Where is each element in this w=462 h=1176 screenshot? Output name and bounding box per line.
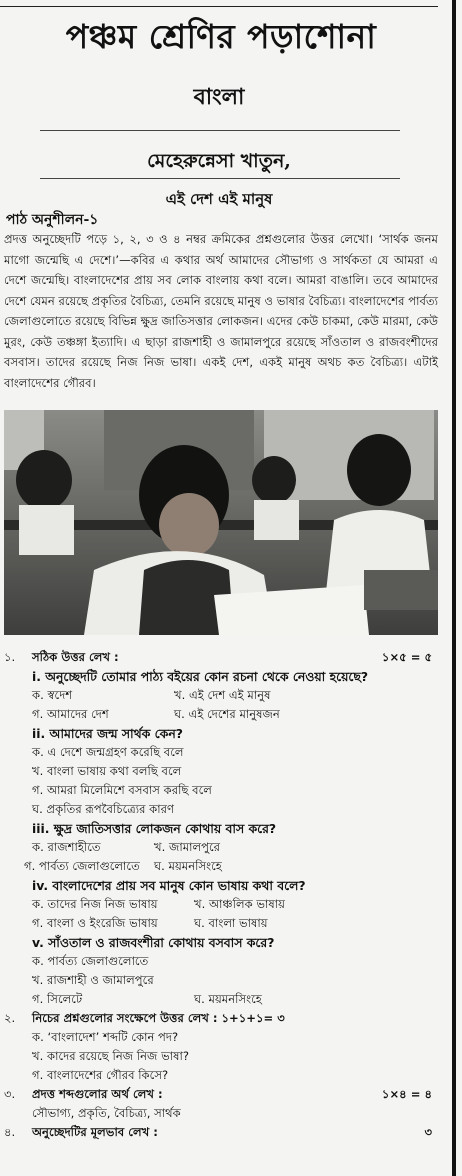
option: ঘ. বাংলা ভাষায়	[194, 916, 268, 930]
classroom-photo	[4, 410, 438, 635]
option: খ. বাংলা ভাষায় কথা বলছি বলে	[32, 764, 182, 778]
question-number: ২.	[4, 1011, 16, 1025]
option: ক. স্বদেশ	[32, 688, 73, 702]
question-heading: অনুচ্ছেদটির মূলভাব লেখ :	[32, 1125, 158, 1139]
option: ঘ. ময়মনসিংহে	[154, 859, 222, 873]
masthead: পঞ্চম শ্রেণির পড়াশোনা	[65, 17, 377, 56]
sub-question: iii. ক্ষুদ্র জাতিসত্তার লোকজন কোথায় বাস করে?	[32, 821, 277, 836]
option: ঘ. ময়মনসিংহে	[194, 992, 262, 1006]
author-name: মেহেরুন্নেসা খাতুন,	[147, 150, 291, 172]
option: ঘ. প্রকৃতির রূপবৈচিত্র্যের কারণ	[32, 802, 175, 816]
option: খ. জামালপুরে	[154, 840, 221, 854]
question-heading: সঠিক উত্তর লেখ :	[32, 650, 119, 664]
option: ঘ. এই দেশের মানুষজন	[174, 707, 280, 721]
top-rule	[0, 6, 438, 7]
subject-title: বাংলা	[193, 84, 245, 110]
question-number: ১.	[4, 650, 16, 664]
short-question: খ. কাদের রয়েছে নিজ নিজ ভাষা?	[32, 1049, 190, 1063]
option: ক. রাজশাহীতে	[32, 840, 101, 854]
word-list: সৌভাগ্য, প্রকৃতি, বৈচিত্র্য, সার্থক	[32, 1106, 181, 1120]
lesson-title: এই দেশ এই মানুষ	[165, 190, 273, 208]
question-number: ৩.	[4, 1087, 16, 1101]
practice-heading: পাঠ অনুশীলন-১	[6, 212, 99, 228]
option: গ. পার্বত্য জেলাগুলোতে	[24, 859, 140, 873]
option: খ. রাজশাহী ও জামালপুরে	[32, 973, 154, 987]
option: গ. আমাদের দেশ	[32, 707, 109, 721]
marks-label: ৩	[424, 1125, 432, 1139]
marks-label: ১×৫ = ৫	[381, 650, 432, 664]
sub-question: v. সাঁওতাল ও রাজবংশীরা কোথায় বসবাস করে?	[32, 935, 275, 950]
option: ক. পার্বত্য জেলাগুলোতে	[32, 954, 149, 968]
sub-question: i. অনুচ্ছেদটি তোমার পাঠ্য বইয়ের কোন রচনা থেকে নেওয়া হয়েছে?	[32, 669, 369, 684]
option: ক. তাদের নিজ নিজ ভাষায়	[32, 897, 158, 911]
question-number: ৪.	[4, 1125, 16, 1139]
column-rule	[452, 0, 456, 1176]
questions-section	[4, 648, 444, 1142]
option: গ. সিলেটে	[32, 992, 83, 1006]
option: খ. আঞ্চলিক ভাষায়	[194, 897, 285, 911]
short-question: গ. বাংলাদেশের গৌরব কিসে?	[32, 1068, 169, 1082]
option: ক. এ দেশে জন্মগ্রহণ করেছি বলে	[32, 745, 184, 759]
divider	[40, 130, 400, 131]
option: গ. বাংলা ও ইংরেজি ভাষায়	[32, 916, 158, 930]
question-heading: নিচের প্রশ্নগুলোর সংক্ষেপে উত্তর লেখ : ১+১+১= ৩	[32, 1011, 285, 1025]
divider	[40, 178, 400, 179]
question-heading: প্রদত্ত শব্দগুলোর অর্থ লেখ :	[32, 1087, 163, 1101]
option: খ. এই দেশ এই মানুষ	[174, 688, 271, 702]
option: গ. আমরা মিলেমিশে বসবাস করছি বলে	[32, 783, 212, 797]
marks-label: ১×৪ = ৪	[381, 1087, 432, 1101]
passage-text: প্রদত্ত অনুচ্ছেদটি পড়ে ১, ২, ৩ ও ৪ নম্বর ক্রমিকের প্রশ্নগুলোর উত্তর লেখো। ‘সার্থক জনম মাগো জন্মেছি এ দেশে।’—কবির এ কথার অর্থ আমাদের সৌভাগ্য ও সার্থকতা যে আমরা এ দেশে জন্মেছি। বাংলাদেশের প্রায় সব লোক বাংলায় কথা বলে। আমরা বাঙালি। তবে আমাদের দেশে যেমন রয়েছে প্রকৃতির বৈচিত্র্য, তেমনি রয়েছে মানুষ ও ভাষার বৈচিত্র্য। বাংলাদেশের পার্বত্য জেলাগুলোতে রয়েছে বিভিন্ন ক্ষুদ্র জাতিসত্তার লোকজন। এদের কেউ চাকমা, কেউ মারমা, কেউ মুরং, কেউ তঞ্চঙ্গা ইত্যাদি। এ ছাড়া রাজশাহী ও জামালপুরে রয়েছে সাঁওতাল ও রাজবংশীদের বসবাস। তাদের রয়েছে নিজ নিজ ভাষা। একই দেশ, একই মানুষ অথচ কত বৈচিত্র্য। এটাই বাংলাদেশের গৌরব।	[4, 232, 438, 390]
sub-question: iv. বাংলাদেশের প্রায় সব মানুষ কোন ভাষায় কথা বলে?	[32, 878, 306, 893]
short-question: ক. ‘বাংলাদেশ’ শব্দটি কোন পদ?	[32, 1030, 179, 1044]
sub-question: ii. আমাদের জন্ম সার্থক কেন?	[32, 726, 183, 741]
